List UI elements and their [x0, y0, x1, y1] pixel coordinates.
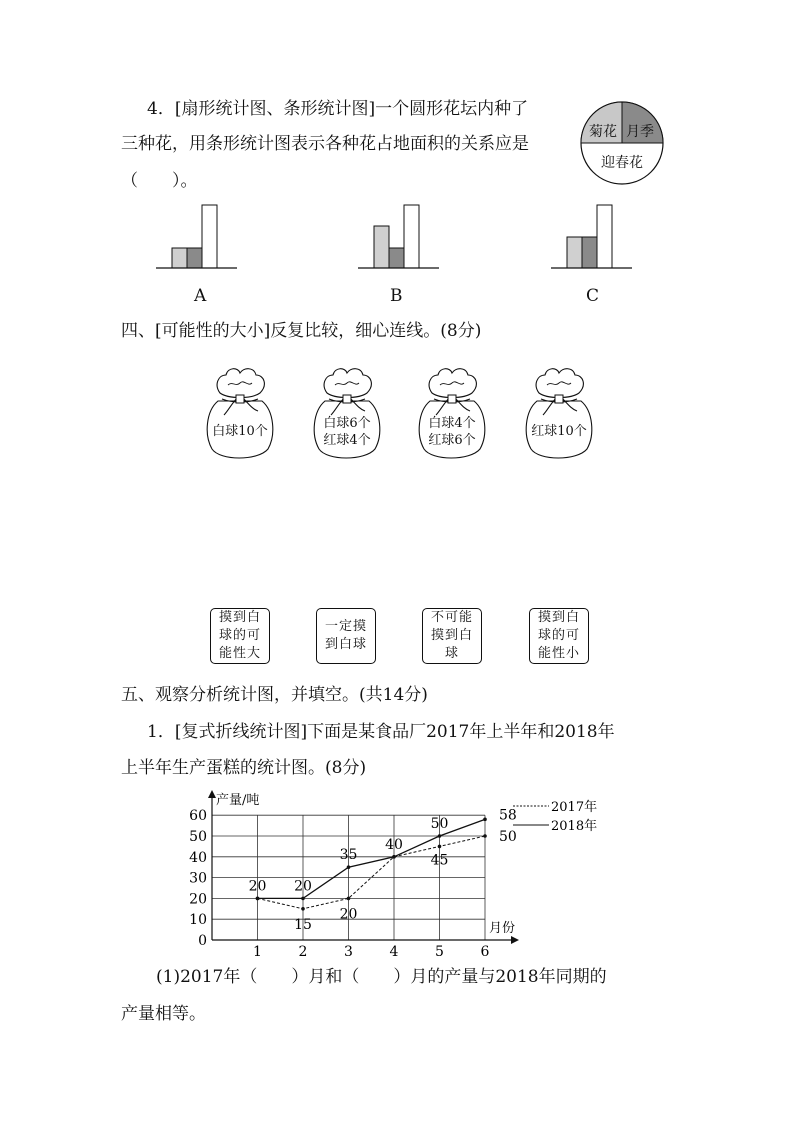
data-point [347, 865, 351, 869]
y-tick-label: 30 [189, 870, 207, 887]
bag-3-label: 白球4个 红球6个 [428, 416, 476, 448]
data-label: 35 [339, 847, 358, 864]
pie-label-yingchunhua: 迎春花 [601, 155, 643, 171]
x-axis-arrow [511, 936, 519, 944]
x-tick-label: 6 [480, 944, 490, 958]
data-label: 20 [339, 906, 358, 923]
sub1-line1: (1)2017年（ ）月和（ ）月的产量与2018年同期的 [156, 967, 607, 987]
q1-line1: 1．[复式折线统计图]下面是某食品厂2017年上半年和2018年 [147, 722, 615, 742]
q1-line2: 上半年生产蛋糕的统计图。(8分) [121, 758, 367, 778]
section-4-title: 四、[可能性的大小]反复比较，细心连线。(8分) [121, 321, 482, 341]
bag-1-label: 白球10个 [212, 424, 268, 439]
y-axis-title: 产量/吨 [216, 793, 260, 808]
data-point [438, 834, 442, 838]
option-b-bar-chart[interactable] [352, 200, 442, 272]
option-b-label: B [390, 286, 403, 306]
data-label: 45 [430, 852, 449, 869]
option-a-bar-chart[interactable] [150, 200, 240, 272]
y-axis-arrow [208, 790, 216, 798]
y-tick-label: 60 [189, 808, 207, 825]
data-label: 50 [499, 829, 517, 845]
flower-pie-chart [579, 100, 665, 186]
q4-line2: 三种花，用条形统计图表示各种花占地面积的关系应是 [121, 134, 529, 154]
bag-4-label: 红球10个 [531, 424, 587, 439]
bag-2-label: 白球6个 红球4个 [323, 416, 371, 448]
legend-label: 2017年 [551, 800, 598, 815]
data-label: 58 [499, 807, 517, 824]
data-label: 40 [385, 836, 403, 853]
series-line-2018年 [258, 819, 486, 898]
production-line-chart [180, 788, 620, 958]
option-c-label: C [586, 286, 600, 306]
x-tick-label: 3 [344, 944, 353, 958]
legend-label: 2018年 [551, 819, 598, 834]
data-point [256, 897, 260, 901]
y-tick-label: 40 [189, 849, 207, 866]
box-unlikely-white[interactable]: 摸到白球的可能性小 [529, 608, 589, 664]
x-tick-label: 1 [253, 944, 262, 958]
data-point [483, 818, 487, 822]
option-a-label: A [194, 286, 207, 306]
data-point [301, 907, 305, 911]
data-label: 15 [294, 916, 312, 933]
data-label: 20 [248, 878, 267, 895]
pie-label-juhua: 菊花 [589, 124, 617, 140]
q4-line1: 4．[扇形统计图、条形统计图]一个圆形花坛内种了 [147, 99, 529, 119]
data-point [347, 897, 351, 901]
bag-icon[interactable] [202, 365, 278, 461]
option-c-bar-chart[interactable] [545, 200, 635, 272]
bag-icon[interactable] [521, 365, 597, 461]
y-tick-label: 10 [189, 912, 207, 929]
data-label: 20 [294, 878, 312, 895]
sub1-line2: 产量相等。 [121, 1004, 206, 1024]
box-impossible-white[interactable]: 不可能摸到白球 [422, 608, 482, 664]
q4-answer-blank: （ ）。 [121, 171, 198, 191]
data-point [392, 855, 396, 859]
x-axis-title: 月份 [489, 921, 516, 936]
x-tick-label: 5 [435, 944, 444, 958]
y-tick-label: 50 [189, 829, 207, 845]
y-tick-label: 20 [189, 891, 207, 908]
data-point [301, 897, 305, 901]
data-point [438, 845, 442, 849]
x-tick-label: 4 [389, 944, 399, 958]
x-tick-label: 2 [298, 944, 308, 958]
box-certain-white[interactable]: 一定摸到白球 [316, 608, 376, 664]
data-label: 50 [430, 816, 449, 832]
pie-label-yueji: 月季 [626, 124, 654, 140]
box-likely-white[interactable]: 摸到白球的可能性大 [210, 608, 270, 664]
section-5-title: 五、观察分析统计图，并填空。(共14分) [121, 685, 428, 705]
y-tick-label: 0 [198, 933, 207, 949]
data-point [483, 834, 487, 838]
